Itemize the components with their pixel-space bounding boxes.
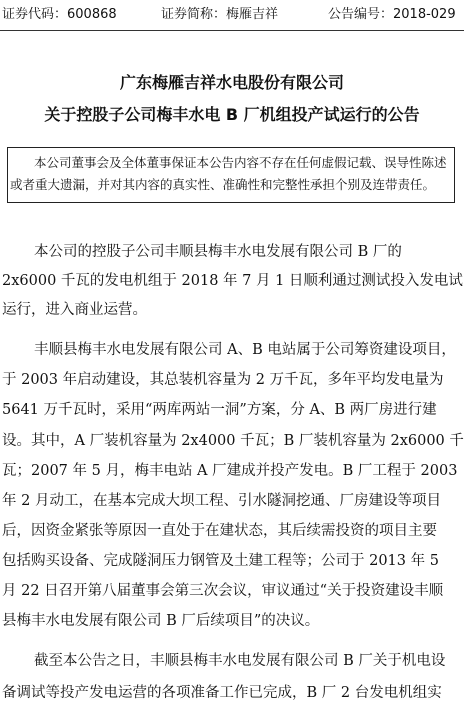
body-line: 后，因资金紧张等原因一直处于在建状态，其后续需投资的项目主要 bbox=[2, 523, 437, 539]
notice-line-1: 本公司董事会及全体董事保证本公告内容不存在任何虚假记载、误导性陈述 bbox=[34, 155, 447, 170]
header-divider bbox=[0, 30, 464, 31]
body-line: 2x6000 千瓦的发电机组于 2018 年 7 月 1 日顺利通过测试投入发电试 bbox=[2, 273, 463, 289]
body-line: 瓦；2007 年 5 月，梅丰电站 A 厂建成并投产发电。B 厂工程于 2003 bbox=[2, 463, 458, 479]
stock-abbreviation: 证券简称：梅雁吉祥 bbox=[161, 7, 279, 22]
announcement-title: 关于控股子公司梅丰水电 B 厂机组投产试运行的公告 bbox=[44, 105, 420, 124]
document-header bbox=[0, 0, 464, 30]
body-line: 县梅丰水电发展有限公司 B 厂后续项目”的决议。 bbox=[2, 613, 320, 629]
body-line: 设。其中，A 厂装机容量为 2x4000 千瓦；B 厂装机容量为 2x6000 千 bbox=[2, 433, 464, 449]
board-guarantee-notice bbox=[7, 147, 455, 203]
announcement-number: 公告编号：2018-029 bbox=[328, 7, 456, 22]
body-line: 运行，进入商业运营。 bbox=[2, 302, 147, 318]
company-title: 广东梅雁吉祥水电股份有限公司 bbox=[119, 73, 344, 92]
body-line: 本公司的控股子公司丰顺县梅丰水电发展有限公司 B 厂的 bbox=[34, 244, 402, 260]
stock-code: 证券代码：600868 bbox=[2, 7, 117, 22]
body-line: 月 22 日召开第八届董事会第三次会议，审议通过“关于投资建设丰顺 bbox=[2, 583, 444, 599]
body-line: 5641 万千瓦时，采用“两库两站一洞”方案，分 A、B 两厂房进行建 bbox=[2, 402, 437, 418]
body-line: 于 2003 年启动建设，其总装机容量为 2 万千瓦，多年平均发电量为 bbox=[2, 372, 444, 388]
body-line: 年 2 月动工，在基本完成大坝工程、引水隧洞挖通、厂房建设等项目 bbox=[2, 493, 441, 509]
body-line: 包括购买设备、完成隧洞压力钢管及土建工程等；公司于 2013 年 5 bbox=[2, 553, 439, 569]
body-line: 备调试等投产发电运营的各项准备工作已完成，B 厂 2 台发电机组实 bbox=[2, 685, 442, 701]
body-line: 截至本公告之日，丰顺县梅丰水电发展有限公司 B 厂关于机电设 bbox=[34, 653, 446, 669]
notice-line-2: 或者重大遗漏，并对其内容的真实性、准确性和完整性承担个别及连带责任。 bbox=[10, 177, 436, 192]
body-line: 丰顺县梅丰水电发展有限公司 A、B 电站属于公司筹资建设项目， bbox=[34, 342, 456, 358]
